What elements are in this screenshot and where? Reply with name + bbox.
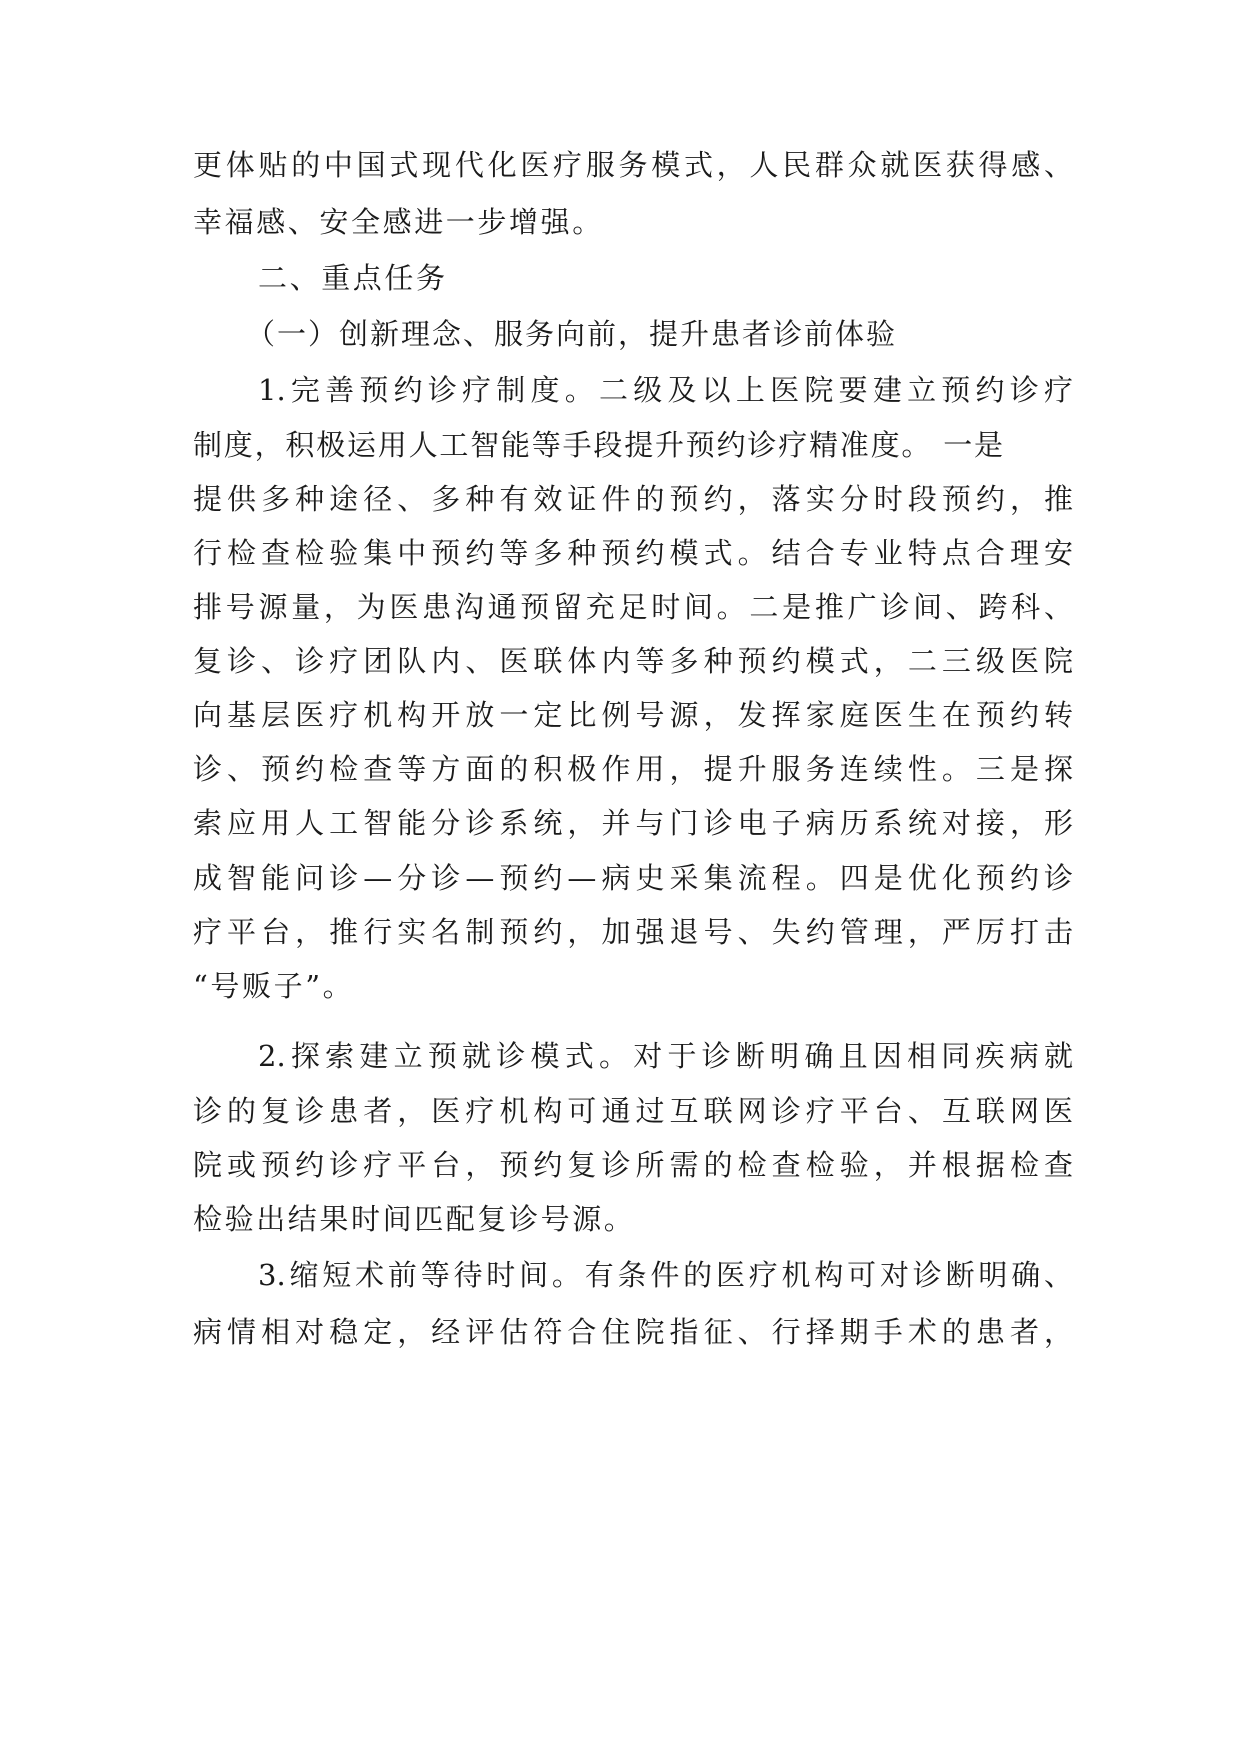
subsection-heading: （一）创新理念、服务向前，提升患者诊前体验 <box>246 317 898 351</box>
paragraph-line: 提供多种途径、多种有效证件的预约，落实分时段预约，推 <box>193 482 1073 516</box>
paragraph-line: 行检查检验集中预约等多种预约模式。结合专业特点合理安 <box>193 536 1073 570</box>
paragraph-line: 2.探索建立预就诊模式。对于诊断明确且因相同疾病就 <box>258 1039 1073 1073</box>
paragraph-line: 检验出结果时间匹配复诊号源。 <box>193 1202 636 1236</box>
paragraph-line: “号贩子”。 <box>193 969 355 1003</box>
paragraph-line: 排号源量，为医患沟通预留充足时间。二是推广诊间、跨科、 <box>193 590 1073 624</box>
paragraph-line: 成智能问诊—分诊—预约—病史采集流程。四是优化预约诊 <box>193 861 1073 895</box>
paragraph-line: 诊、预约检查等方面的积极作用，提升服务连续性。三是探 <box>193 752 1073 786</box>
paragraph-line: 索应用人工智能分诊系统，并与门诊电子病历系统对接，形 <box>193 806 1073 840</box>
section-heading: 二、重点任务 <box>258 261 448 295</box>
paragraph-line: 诊的复诊患者，医疗机构可通过互联网诊疗平台、互联网医 <box>193 1094 1073 1128</box>
paragraph-line: 3.缩短术前等待时间。有条件的医疗机构可对诊断明确、 <box>258 1258 1073 1292</box>
paragraph-line: 院或预约诊疗平台，预约复诊所需的检查检验，并根据检查 <box>193 1148 1073 1182</box>
paragraph-line: 疗平台，推行实名制预约，加强退号、失约管理，严厉打击 <box>193 915 1073 949</box>
paragraph-line: 更体贴的中国式现代化医疗服务模式，人民群众就医获得感、 <box>193 148 1073 182</box>
paragraph-line: 复诊、诊疗团队内、医联体内等多种预约模式，二三级医院 <box>193 644 1073 678</box>
paragraph-line: 幸福感、安全感进一步增强。 <box>193 205 604 239</box>
paragraph-line: 制度，积极运用人工智能等手段提升预约诊疗精准度。 一是 <box>193 428 1005 462</box>
paragraph-line: 病情相对稳定，经评估符合住院指征、行择期手术的患者， <box>193 1315 1073 1349</box>
paragraph-line: 向基层医疗机构开放一定比例号源，发挥家庭医生在预约转 <box>193 698 1073 732</box>
paragraph-line: 1.完善预约诊疗制度。二级及以上医院要建立预约诊疗 <box>258 373 1073 407</box>
